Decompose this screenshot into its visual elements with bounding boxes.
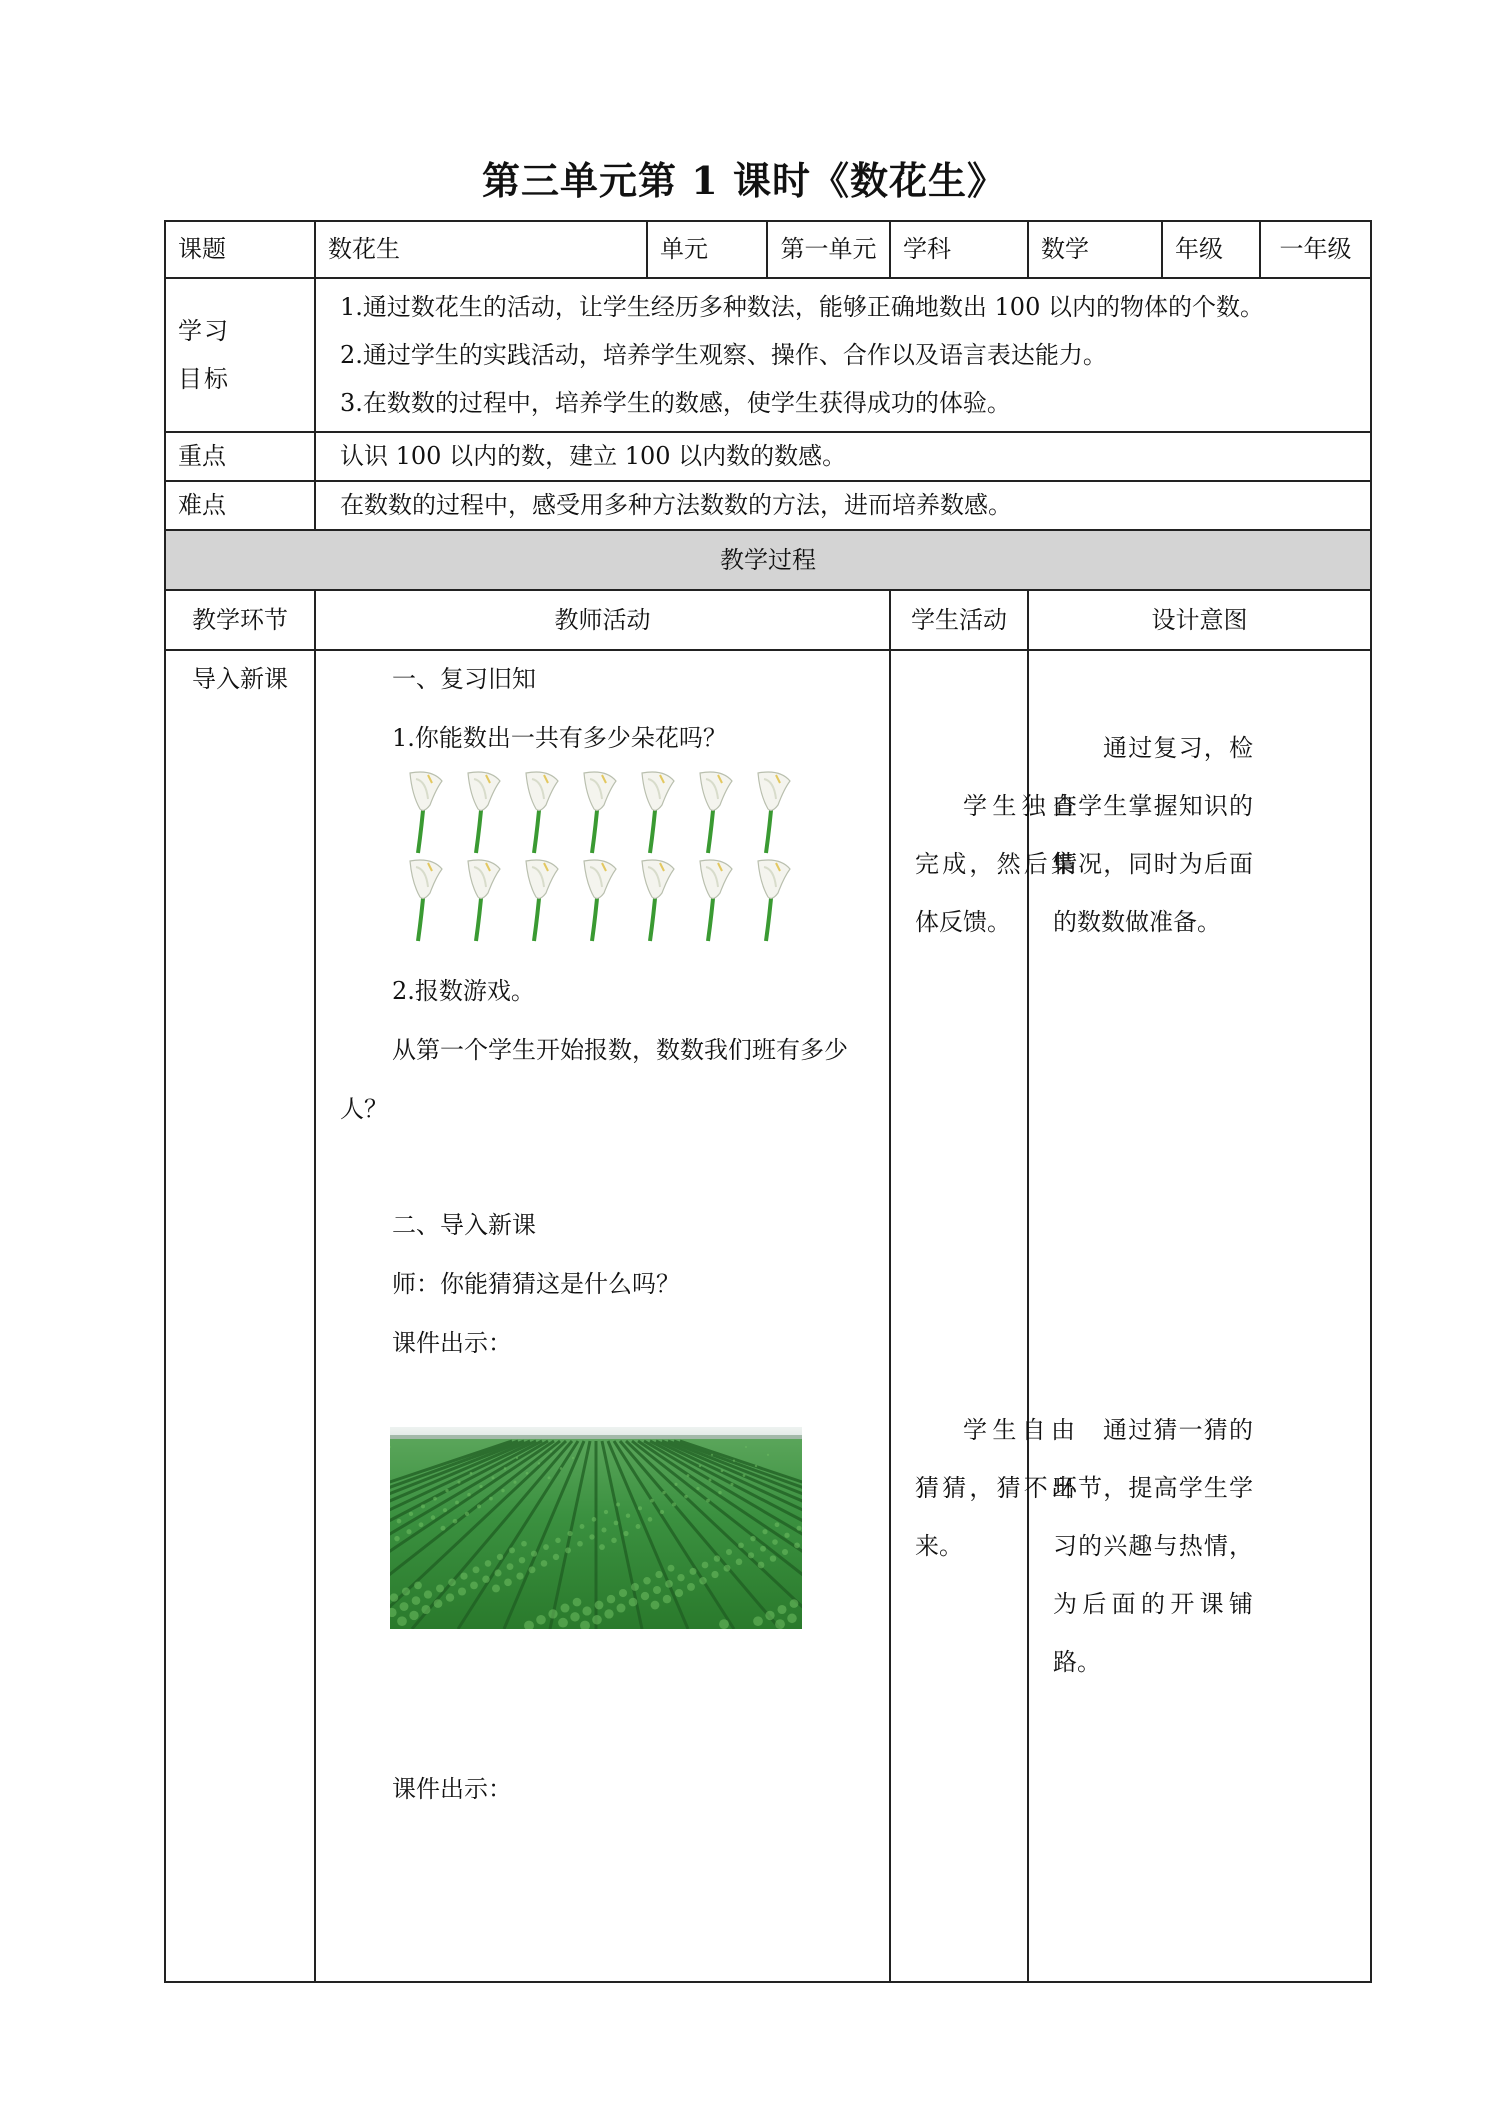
question-2-text-line-1: 从第一个学生开始报数，数数我们班有多少 [392,1036,848,1064]
calla-lily-icon [700,772,732,853]
header-stage: 教学环节 [165,590,315,650]
design-intent-2: 通过猜一猜的环节，提高学生学习的兴趣与热情，为后面的开课铺路。 [1053,1416,1254,1676]
meta-row [165,221,1371,278]
header-student: 学生活动 [890,590,1028,650]
unit-label: 单元 [647,221,767,278]
teacher-question: 师：你能猜猜这是什么吗？ [392,1270,680,1298]
stage-name: 导入新课 [192,665,288,693]
question-1: 1.你能数出一共有多少朵花吗？ [392,724,727,752]
courseware-label-1: 课件出示： [392,1329,512,1357]
grade-label: 年级 [1162,221,1260,278]
calla-lily-icon [642,772,674,853]
topic-value: 数花生 [315,221,647,278]
goal-item-3: 3.在数数的过程中，培养学生的数感，使学生获得成功的体验。 [340,389,1011,417]
calla-lily-icon [468,772,500,853]
topic-label: 课题 [165,221,315,278]
grade-value: 一年级 [1260,221,1371,278]
key-point-row [165,432,1371,481]
calla-lily-icon [584,860,616,941]
difficulty-row [165,481,1371,530]
calla-lily-icon [526,860,558,941]
student-activity-1: 学生独自完成，然后集体反馈。 [915,792,1075,936]
student-activity-2: 学生自由猜猜，猜不出来。 [915,1416,1075,1560]
process-body-row [165,650,1371,1982]
calla-lily-icon [410,860,442,941]
calla-lily-icon [410,772,442,853]
calla-lily-icon [758,772,790,853]
process-section-row [165,530,1371,590]
student-activity-cell [890,650,1075,1982]
design-intent-cell [1028,650,1371,1982]
process-section-title: 教学过程 [165,530,1371,590]
teacher-activity-cell [315,650,890,1982]
difficulty-label: 难点 [165,481,315,530]
calla-lily-icon [468,860,500,941]
calla-lily-icon [700,860,732,941]
subject-label: 学科 [890,221,1028,278]
goal-item-1: 1.通过数花生的活动，让学生经历多种数法，能够正确地数出 100 以内的物体的个数。 [340,293,1264,321]
question-2-text-line-2: 人？ [340,1095,388,1123]
key-point-label: 重点 [165,432,315,481]
goals-row [165,278,1371,432]
lesson-plan-table [164,220,1372,1983]
courseware-label-2: 课件出示： [392,1775,512,1803]
calla-lily-icon [526,772,558,853]
intro-title: 二、导入新课 [392,1211,536,1239]
calla-lily-icon [642,860,674,941]
goals-content [315,278,1371,432]
stage-cell [165,650,315,1982]
calla-lily-flowers-image [390,769,810,945]
difficulty-value: 在数数的过程中，感受用多种方法数数的方法，进而培养数感。 [315,481,1371,530]
unit-value: 第一单元 [767,221,890,278]
review-title: 一、复习旧知 [392,665,536,693]
process-header-row [165,590,1371,650]
goal-item-2: 2.通过学生的实践活动，培养学生观察、操作、合作以及语言表达能力。 [340,341,1107,369]
question-2: 2.报数游戏。 [392,977,535,1005]
page-title: 第三单元第 1 课时《数花生》 [482,158,1006,203]
design-intent-1: 通过复习，检查学生掌握知识的情况，同时为后面的数数做准备。 [1053,734,1254,936]
header-teacher: 教师活动 [315,590,890,650]
goals-label: 学习目标 [165,278,315,432]
key-point-value: 认识 100 以内的数，建立 100 以内数的数感。 [315,432,1371,481]
calla-lily-icon [584,772,616,853]
peanut-field-image [390,1427,802,1629]
subject-value: 数学 [1028,221,1162,278]
header-intent: 设计意图 [1028,590,1371,650]
calla-lily-icon [758,860,790,941]
